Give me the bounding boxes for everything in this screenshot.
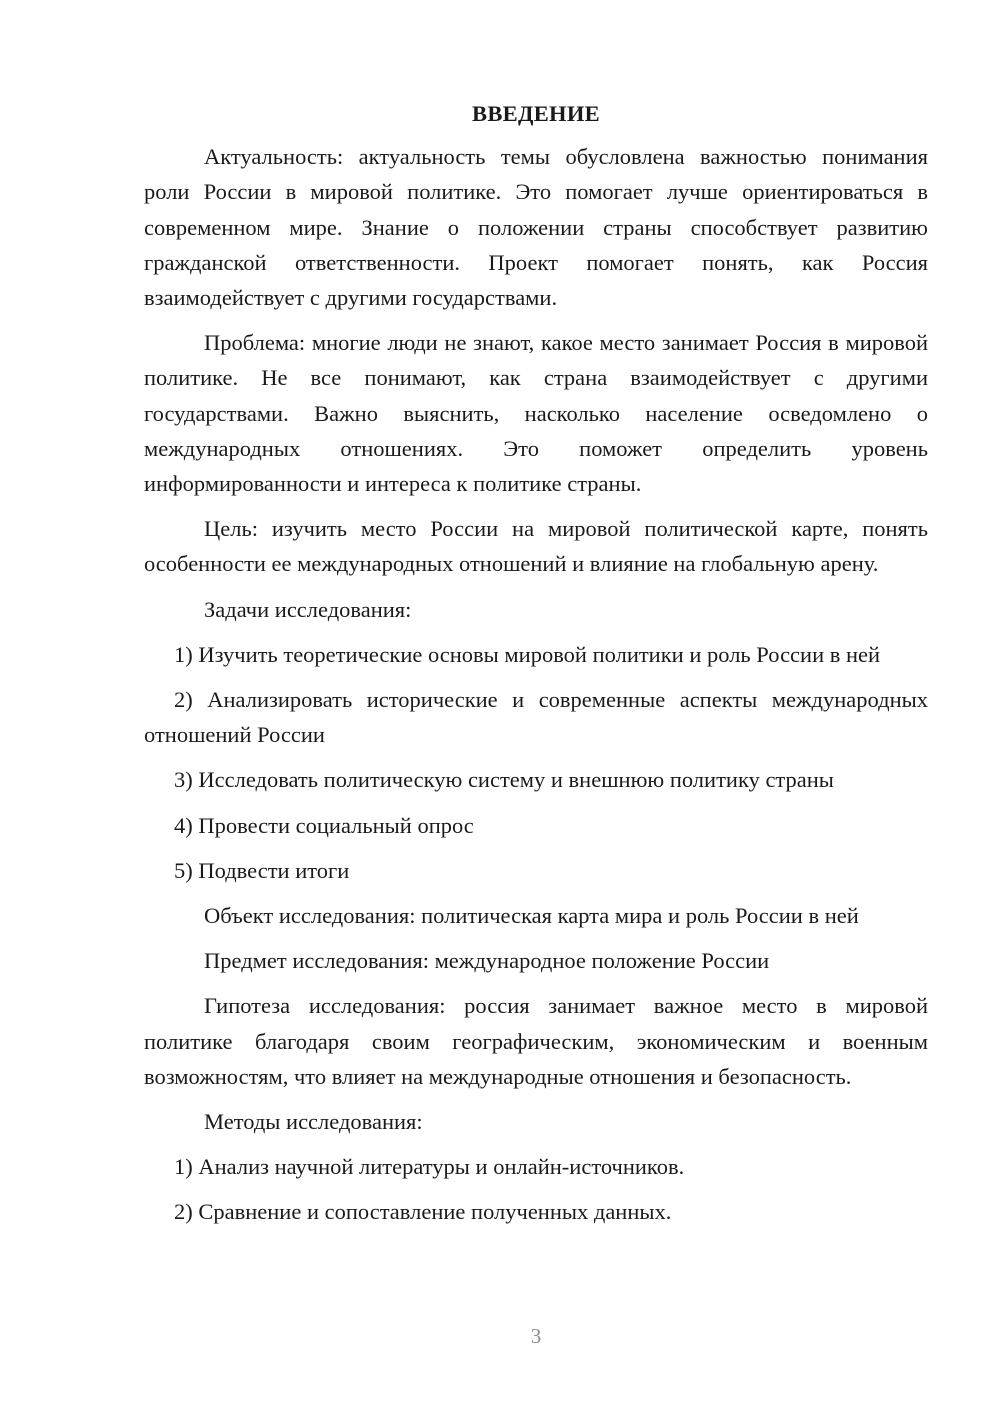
task-item: 5) Подвести итоги [174,857,350,883]
subject-line: Предмет исследования: международное положение России [204,948,770,974]
document-page [144,96,928,1240]
object-line: Объект исследования: политическая карта мира и роль России в ней [204,903,859,929]
relevance-paragraph: Актуальность: актуальность темы обусловлена важностью понимания роли России в мировой политике. Это помогает лучше ориентироваться в современном мире. Знание о положении страны способствует развитию гражданской ответственности. Проект помогает понять, как Россия взаимодействует с другими государствами. [144,144,928,311]
method-item: 2) Сравнение и сопоставление полученных данных. [174,1199,672,1225]
task-item: 1) Изучить теоретические основы мировой политики и роль России в ней [174,641,881,667]
hypothesis-paragraph: Гипотеза исследования: россия занимает важное место в мировой политике благодаря своим географическим, экономическим и военным возможностям, что влияет на международные отношения и безопасность. [144,993,928,1089]
page-number: 3 [530,1324,542,1348]
tasks-heading: Задачи исследования: [204,596,412,622]
task-item: 2) Анализировать исторические и современные аспекты международных отношений России [144,687,928,748]
methods-heading: Методы исследования: [204,1109,423,1135]
task-item: 3) Исследовать политическую систему и внешнюю политику страны [174,767,834,793]
section-title: ВВЕДЕНИЕ [472,101,600,126]
problem-paragraph: Проблема: многие люди не знают, какое место занимает Россия в мировой политике. Не все понимают, как страна взаимодействует с другими государствами. Важно выяснить, насколько население осведомлено о международных отношениях. Это поможет определить уровень информированности и интереса к политике страны. [144,330,928,497]
method-item: 1) Анализ научной литературы и онлайн-источников. [174,1154,685,1180]
task-item: 4) Провести социальный опрос [174,812,474,838]
goal-paragraph: Цель: изучить место России на мировой политической карте, понять особенности ее международных отношений и влияние на глобальную арену. [144,516,928,577]
